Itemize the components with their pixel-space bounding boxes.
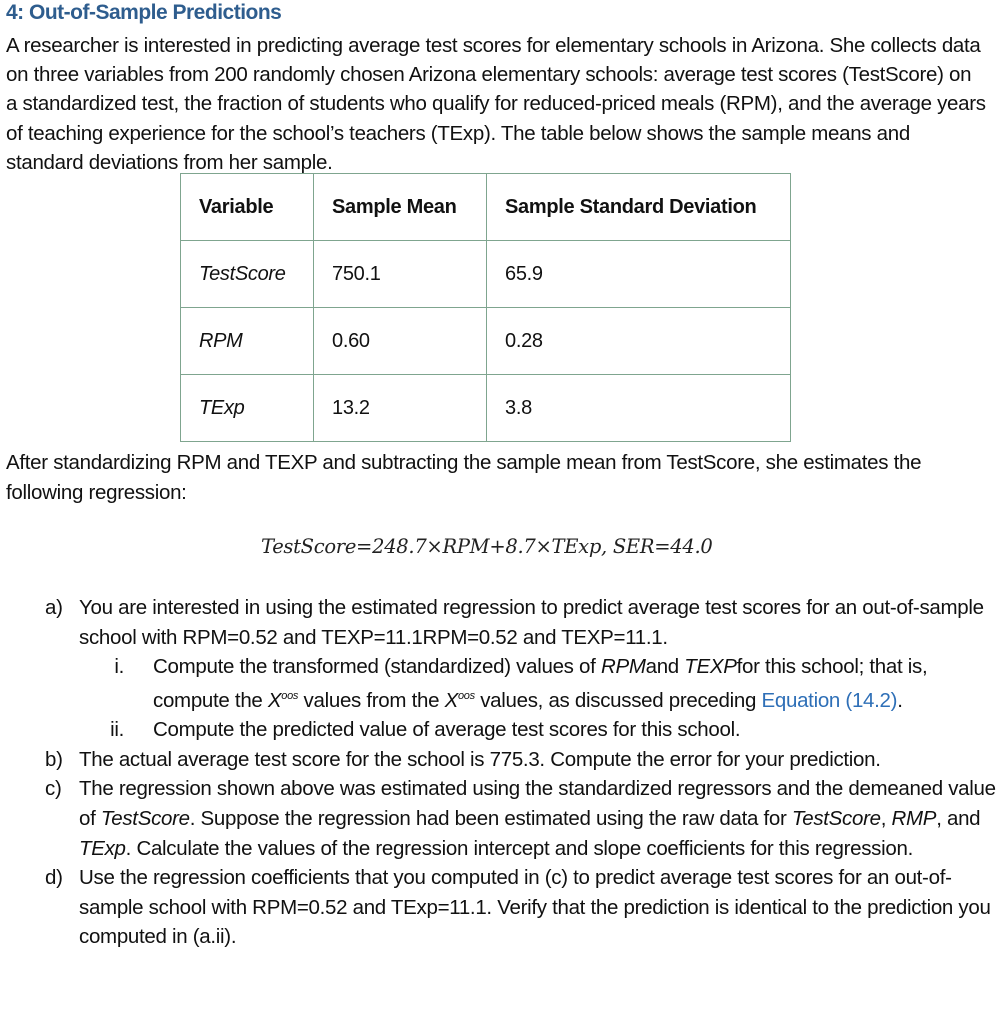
cell-sd: 0.28 <box>487 308 791 375</box>
question-a-i-text: values, as discussed preceding <box>474 688 762 712</box>
question-b <box>6 745 996 775</box>
header-sample-sd: Sample Standard Deviation <box>487 174 791 241</box>
regression-intro-paragraph: After standardizing RPM and TEXP and subtracting the sample mean from TestScore, she estimates the following regression: <box>6 451 922 504</box>
superscript-oos: oos <box>457 689 475 702</box>
question-b-label: b) <box>45 747 63 771</box>
question-a-i <box>6 652 996 715</box>
question-c-text: , and <box>936 806 981 830</box>
question-a-i-text: Compute the transformed (standardized) values of <box>153 655 601 679</box>
var-rpm: RPM <box>600 655 646 679</box>
problem-title: 4: Out-of-Sample Predictions <box>6 1 282 24</box>
question-c-label: c) <box>45 777 62 801</box>
question-a-text: You are interested in using the estimated regression to predict average test scores for an out-of-sample school with RPM=0.52 and TEXP=11.1RPM=0.52 and TEXP=11.1. <box>79 596 984 649</box>
questions-list <box>6 593 996 952</box>
table-header-row <box>181 174 791 241</box>
question-a-ii-text: Compute the predicted value of average test scores for this school. <box>153 718 741 742</box>
var-testscore: TestScore <box>791 806 881 830</box>
superscript-oos: oos <box>281 689 299 702</box>
var-x: X <box>267 688 282 712</box>
question-a-ii <box>6 715 996 745</box>
question-a-i-text: for this school; that is, compute the <box>153 655 928 712</box>
table-row <box>181 241 791 308</box>
summary-statistics-table <box>180 173 791 442</box>
question-c-text: The regression shown above was estimated using the standardized regressors and the demeaned value of <box>79 777 996 830</box>
question-a-i-text: values from the <box>298 688 445 712</box>
question-a-ii-label: ii. <box>110 718 124 742</box>
question-c-text: . Calculate the values of the regression intercept and slope coefficients for this regression. <box>125 836 913 860</box>
regression-equation: TestScore=248.7×RPM+8.7×TExp, SER=44.0 <box>261 535 713 558</box>
question-a-i-text: and <box>645 655 685 679</box>
question-c-text: . Suppose the regression had been estimated using the raw data for <box>189 806 792 830</box>
cell-sd: 3.8 <box>487 375 791 442</box>
var-testscore: TestScore <box>100 806 190 830</box>
cell-sd: 65.9 <box>487 241 791 308</box>
question-c <box>6 774 996 863</box>
cell-variable: RPM <box>181 308 314 375</box>
header-variable: Variable <box>181 174 314 241</box>
question-a-label: a) <box>45 596 63 619</box>
cell-variable: TExp <box>181 375 314 442</box>
header-sample-mean: Sample Mean <box>314 174 487 241</box>
question-a-i-label: i. <box>114 655 124 679</box>
var-texp: TExp <box>79 836 126 860</box>
var-x: X <box>444 688 458 712</box>
question-d-text: Use the regression coefficients that you computed in (c) to predict average test scores for an out-of-sample school with RPM=0.52 and TExp=11.1. Verify that the prediction is identical to the prediction you computed in (a.ii). <box>79 866 991 949</box>
question-d-label: d) <box>45 866 63 890</box>
intro-paragraph: A researcher is interested in predicting average test scores for elementary schools in Arizona. She collects data on three variables from 200 randomly chosen Arizona elementary schools: average test scores (TestScore) on a standardized test, the fraction of students who qualify for reduced-priced meals (RPM), and the average years of teaching experience for the school’s teachers (TExp). The table below shows the sample means and standard deviations from her sample. <box>6 34 986 174</box>
question-c-text: , <box>880 806 892 830</box>
cell-mean: 13.2 <box>314 375 487 442</box>
table-row <box>181 308 791 375</box>
question-a <box>6 593 996 652</box>
var-texp: TEXP <box>684 655 737 679</box>
cell-mean: 750.1 <box>314 241 487 308</box>
equation-link[interactable]: Equation (14.2) <box>761 688 898 712</box>
question-b-text: The actual average test score for the school is 775.3. Compute the error for your prediction. <box>79 747 881 771</box>
cell-variable: TestScore <box>181 241 314 308</box>
question-a-i-text: . <box>897 688 903 712</box>
table-row <box>181 375 791 442</box>
cell-mean: 0.60 <box>314 308 487 375</box>
question-d <box>6 863 996 952</box>
var-rmp: RMP <box>891 806 937 830</box>
